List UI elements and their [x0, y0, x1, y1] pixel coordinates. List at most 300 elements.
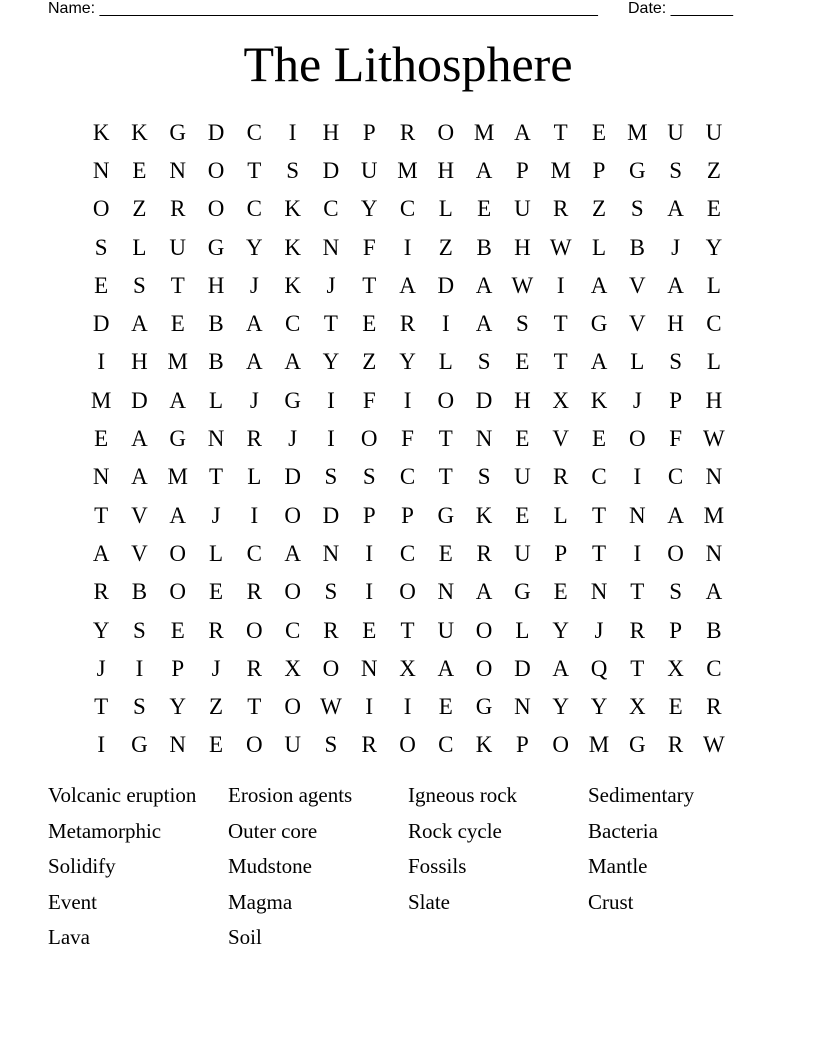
- grid-letter[interactable]: C: [591, 464, 607, 490]
- grid-letter[interactable]: J: [96, 655, 106, 681]
- grid-letter[interactable]: R: [553, 196, 569, 222]
- grid-letter[interactable]: T: [630, 655, 645, 681]
- grid-letter[interactable]: Y: [92, 617, 110, 643]
- grid-letter[interactable]: O: [284, 502, 301, 528]
- grid-letter[interactable]: P: [362, 502, 376, 528]
- grid-letter[interactable]: N: [437, 579, 455, 605]
- grid-letter[interactable]: N: [92, 157, 110, 183]
- grid-letter[interactable]: G: [590, 311, 608, 337]
- grid-letter[interactable]: S: [477, 349, 491, 375]
- grid-letter[interactable]: P: [516, 732, 529, 758]
- grid-letter[interactable]: Z: [209, 694, 224, 720]
- grid-letter[interactable]: I: [403, 234, 412, 260]
- grid-letter[interactable]: A: [590, 349, 608, 375]
- grid-letter[interactable]: O: [628, 426, 646, 452]
- grid-letter[interactable]: E: [170, 617, 185, 643]
- grid-letter[interactable]: J: [594, 617, 604, 643]
- grid-letter[interactable]: K: [475, 502, 493, 528]
- grid-letter[interactable]: L: [706, 272, 721, 298]
- grid-letter[interactable]: O: [246, 617, 263, 643]
- grid-letter[interactable]: E: [438, 540, 453, 566]
- grid-letter[interactable]: D: [322, 502, 340, 528]
- grid-letter[interactable]: C: [246, 540, 262, 566]
- grid-letter[interactable]: E: [591, 119, 607, 145]
- grid-letter[interactable]: N: [628, 502, 646, 528]
- grid-letter[interactable]: R: [399, 311, 416, 337]
- grid-letter[interactable]: R: [246, 579, 262, 605]
- grid-letter[interactable]: C: [284, 617, 301, 643]
- grid-letter[interactable]: F: [669, 426, 682, 452]
- grid-letter[interactable]: P: [362, 119, 376, 145]
- grid-letter[interactable]: J: [249, 387, 259, 413]
- grid-letter[interactable]: M: [167, 464, 188, 490]
- grid-letter[interactable]: W: [703, 732, 725, 758]
- grid-letter[interactable]: U: [437, 617, 455, 643]
- grid-letter[interactable]: Y: [552, 694, 570, 720]
- grid-letter[interactable]: T: [553, 349, 568, 375]
- grid-letter[interactable]: K: [92, 119, 110, 145]
- grid-letter[interactable]: S: [669, 579, 682, 605]
- grid-letter[interactable]: Y: [169, 694, 187, 720]
- grid-letter[interactable]: E: [94, 426, 109, 452]
- grid-letter[interactable]: C: [706, 655, 722, 681]
- grid-letter[interactable]: M: [627, 119, 648, 145]
- grid-letter[interactable]: B: [208, 349, 224, 375]
- grid-letter[interactable]: B: [629, 234, 645, 260]
- grid-letter[interactable]: M: [397, 157, 418, 183]
- grid-letter[interactable]: O: [667, 540, 684, 566]
- grid-letter[interactable]: T: [94, 502, 109, 528]
- grid-letter[interactable]: T: [553, 119, 568, 145]
- grid-letter[interactable]: X: [628, 694, 646, 720]
- grid-letter[interactable]: J: [288, 426, 298, 452]
- grid-letter[interactable]: Y: [399, 349, 416, 375]
- grid-letter[interactable]: O: [322, 655, 340, 681]
- grid-letter[interactable]: E: [209, 732, 224, 758]
- grid-letter[interactable]: O: [475, 617, 493, 643]
- grid-letter[interactable]: I: [403, 694, 412, 720]
- grid-letter[interactable]: E: [553, 579, 568, 605]
- letter-grid: [82, 113, 733, 764]
- grid-letter[interactable]: O: [552, 732, 570, 758]
- grid-letter[interactable]: T: [209, 464, 224, 490]
- grid-letter[interactable]: O: [437, 387, 455, 413]
- grid-letter[interactable]: F: [362, 387, 376, 413]
- grid-letter[interactable]: L: [438, 349, 453, 375]
- grid-letter[interactable]: Z: [362, 349, 377, 375]
- grid-letter[interactable]: Z: [132, 196, 147, 222]
- grid-letter[interactable]: L: [132, 234, 147, 260]
- grid-letter[interactable]: D: [475, 387, 493, 413]
- grid-letter[interactable]: I: [97, 732, 105, 758]
- grid-letter[interactable]: A: [667, 502, 684, 528]
- grid-letter[interactable]: U: [667, 119, 684, 145]
- grid-letter[interactable]: R: [476, 540, 492, 566]
- grid-letter[interactable]: E: [362, 617, 377, 643]
- grid-letter[interactable]: O: [284, 579, 301, 605]
- grid-letter[interactable]: I: [365, 694, 374, 720]
- word-list-item: Soil: [228, 925, 262, 949]
- grid-letter[interactable]: A: [246, 349, 263, 375]
- grid-letter[interactable]: H: [131, 349, 148, 375]
- grid-letter[interactable]: R: [361, 732, 377, 758]
- grid-letter[interactable]: E: [132, 157, 147, 183]
- grid-letter[interactable]: A: [131, 426, 148, 452]
- grid-letter[interactable]: A: [475, 579, 493, 605]
- grid-letter[interactable]: U: [360, 157, 378, 183]
- grid-letter[interactable]: I: [327, 426, 335, 452]
- grid-letter[interactable]: W: [703, 426, 725, 452]
- grid-letter[interactable]: I: [441, 311, 450, 337]
- grid-letter[interactable]: C: [667, 464, 684, 490]
- grid-letter[interactable]: R: [323, 617, 339, 643]
- grid-letter[interactable]: B: [706, 617, 722, 643]
- grid-letter[interactable]: Z: [706, 157, 721, 183]
- grid-letter[interactable]: R: [667, 732, 684, 758]
- grid-letter[interactable]: O: [284, 694, 301, 720]
- grid-letter[interactable]: A: [705, 579, 723, 605]
- grid-letter[interactable]: Z: [438, 234, 453, 260]
- grid-letter[interactable]: O: [207, 157, 225, 183]
- grid-letter[interactable]: E: [94, 272, 109, 298]
- grid-letter[interactable]: L: [591, 234, 607, 260]
- grid-letter[interactable]: M: [473, 119, 495, 145]
- grid-letter[interactable]: R: [170, 196, 186, 222]
- grid-letter[interactable]: J: [632, 387, 642, 413]
- grid-letter[interactable]: T: [247, 157, 262, 183]
- grid-letter[interactable]: E: [515, 502, 530, 528]
- grid-letter[interactable]: P: [669, 387, 682, 413]
- grid-letter[interactable]: S: [133, 694, 146, 720]
- grid-letter[interactable]: L: [515, 617, 530, 643]
- grid-letter[interactable]: R: [93, 579, 109, 605]
- grid-letter[interactable]: T: [94, 694, 109, 720]
- grid-letter[interactable]: Y: [322, 349, 340, 375]
- grid-letter[interactable]: J: [326, 272, 336, 298]
- grid-letter[interactable]: J: [671, 234, 681, 260]
- grid-letter[interactable]: S: [477, 464, 491, 490]
- grid-letter[interactable]: C: [399, 464, 416, 490]
- grid-letter[interactable]: A: [169, 387, 187, 413]
- grid-letter[interactable]: R: [208, 617, 224, 643]
- grid-letter[interactable]: H: [667, 311, 684, 337]
- grid-letter[interactable]: B: [476, 234, 492, 260]
- grid-letter[interactable]: H: [437, 157, 455, 183]
- grid-letter[interactable]: I: [365, 579, 374, 605]
- grid-letter[interactable]: E: [170, 311, 185, 337]
- grid-letter[interactable]: N: [475, 426, 493, 452]
- grid-letter[interactable]: K: [475, 732, 493, 758]
- grid-letter[interactable]: L: [438, 196, 453, 222]
- grid-letter[interactable]: J: [211, 502, 221, 528]
- grid-letter[interactable]: L: [706, 349, 721, 375]
- grid-letter[interactable]: N: [322, 540, 340, 566]
- grid-letter[interactable]: H: [514, 234, 531, 260]
- grid-letter[interactable]: C: [246, 119, 262, 145]
- grid-letter[interactable]: A: [131, 464, 148, 490]
- grid-letter[interactable]: J: [211, 655, 221, 681]
- grid-letter[interactable]: S: [516, 311, 529, 337]
- grid-letter[interactable]: C: [323, 196, 339, 222]
- grid-letter[interactable]: V: [628, 311, 646, 337]
- grid-letter[interactable]: N: [705, 464, 723, 490]
- grid-letter[interactable]: C: [399, 196, 416, 222]
- grid-letter[interactable]: S: [669, 157, 682, 183]
- grid-letter[interactable]: A: [552, 655, 570, 681]
- grid-letter[interactable]: A: [590, 272, 608, 298]
- grid-letter[interactable]: T: [400, 617, 415, 643]
- grid-letter[interactable]: M: [167, 349, 188, 375]
- grid-letter[interactable]: N: [207, 426, 225, 452]
- grid-letter[interactable]: S: [133, 272, 146, 298]
- grid-letter[interactable]: H: [705, 387, 723, 413]
- grid-letter[interactable]: A: [514, 119, 531, 145]
- grid-letter[interactable]: A: [399, 272, 416, 298]
- grid-letter[interactable]: O: [169, 579, 187, 605]
- grid-letter[interactable]: P: [554, 540, 568, 566]
- grid-letter[interactable]: C: [706, 311, 722, 337]
- word-list-item: Metamorphic: [48, 818, 162, 843]
- name-field-label: Name: ________________________________________________________: [48, 0, 598, 17]
- grid-letter[interactable]: Q: [590, 655, 608, 681]
- grid-letter[interactable]: H: [514, 387, 531, 413]
- grid-letter[interactable]: K: [284, 272, 301, 298]
- grid-letter[interactable]: A: [437, 655, 455, 681]
- word-list: [48, 778, 768, 956]
- grid-letter[interactable]: I: [250, 502, 259, 528]
- grid-letter[interactable]: U: [169, 234, 187, 260]
- grid-letter[interactable]: O: [246, 732, 263, 758]
- word-list-item: Lava: [48, 925, 90, 949]
- grid-letter[interactable]: S: [362, 464, 376, 490]
- grid-letter[interactable]: A: [169, 502, 187, 528]
- grid-letter[interactable]: N: [514, 694, 531, 720]
- grid-letter[interactable]: R: [629, 617, 645, 643]
- word-list-item: Solidify: [48, 854, 116, 878]
- grid-letter[interactable]: R: [706, 694, 722, 720]
- grid-letter[interactable]: G: [169, 119, 187, 145]
- grid-letter[interactable]: O: [399, 579, 416, 605]
- grid-letter[interactable]: T: [553, 311, 568, 337]
- grid-letter[interactable]: U: [705, 119, 723, 145]
- grid-letter[interactable]: E: [438, 694, 453, 720]
- grid-letter[interactable]: V: [628, 272, 646, 298]
- grid-letter[interactable]: Y: [552, 617, 570, 643]
- grid-letter[interactable]: C: [284, 311, 301, 337]
- grid-letter[interactable]: O: [399, 732, 416, 758]
- grid-letter[interactable]: D: [131, 387, 148, 413]
- grid-letter[interactable]: N: [169, 732, 187, 758]
- grid-letter[interactable]: D: [437, 272, 455, 298]
- grid-letter[interactable]: X: [552, 387, 570, 413]
- grid-letter[interactable]: E: [706, 196, 721, 222]
- grid-letter[interactable]: Y: [246, 234, 263, 260]
- grid-letter[interactable]: E: [209, 579, 224, 605]
- grid-letter[interactable]: A: [667, 272, 684, 298]
- grid-letter[interactable]: N: [92, 464, 110, 490]
- grid-letter[interactable]: B: [208, 311, 224, 337]
- grid-letter[interactable]: G: [169, 426, 187, 452]
- grid-letter[interactable]: I: [97, 349, 105, 375]
- grid-letter[interactable]: O: [437, 119, 455, 145]
- grid-letter[interactable]: G: [628, 732, 646, 758]
- grid-letter[interactable]: X: [667, 655, 684, 681]
- grid-letter[interactable]: S: [286, 157, 300, 183]
- grid-letter[interactable]: D: [514, 655, 531, 681]
- grid-letter[interactable]: G: [131, 732, 148, 758]
- grid-letter[interactable]: D: [322, 157, 340, 183]
- grid-letter[interactable]: U: [284, 732, 301, 758]
- grid-letter[interactable]: T: [323, 311, 338, 337]
- grid-letter[interactable]: R: [246, 426, 262, 452]
- grid-letter[interactable]: T: [438, 426, 453, 452]
- grid-letter[interactable]: A: [284, 349, 301, 375]
- grid-letter[interactable]: O: [92, 196, 110, 222]
- grid-letter[interactable]: M: [90, 387, 112, 413]
- grid-letter[interactable]: L: [247, 464, 262, 490]
- grid-letter[interactable]: F: [362, 234, 376, 260]
- grid-letter[interactable]: O: [475, 655, 493, 681]
- grid-letter[interactable]: B: [131, 579, 148, 605]
- grid-letter[interactable]: Y: [705, 234, 723, 260]
- grid-letter[interactable]: M: [550, 157, 571, 183]
- grid-letter[interactable]: G: [437, 502, 455, 528]
- grid-letter[interactable]: I: [633, 540, 642, 566]
- grid-letter[interactable]: U: [514, 464, 531, 490]
- grid-letter[interactable]: V: [131, 502, 148, 528]
- grid-letter[interactable]: A: [475, 272, 493, 298]
- word-list-item: Sedimentary: [588, 783, 695, 807]
- word-list-item: Crust: [588, 889, 634, 914]
- grid-letter[interactable]: N: [322, 234, 340, 260]
- grid-letter[interactable]: P: [592, 157, 606, 183]
- grid-letter[interactable]: M: [703, 502, 725, 528]
- grid-letter[interactable]: O: [360, 426, 378, 452]
- grid-letter[interactable]: E: [515, 349, 530, 375]
- grid-letter[interactable]: X: [284, 655, 301, 681]
- grid-letter[interactable]: W: [549, 234, 572, 260]
- grid-letter[interactable]: I: [327, 387, 335, 413]
- grid-letter[interactable]: N: [705, 540, 723, 566]
- grid-letter[interactable]: L: [209, 540, 224, 566]
- grid-letter[interactable]: T: [591, 540, 607, 566]
- grid-letter[interactable]: L: [630, 349, 645, 375]
- grid-letter[interactable]: G: [514, 579, 531, 605]
- grid-letter[interactable]: E: [668, 694, 683, 720]
- grid-letter[interactable]: N: [590, 579, 608, 605]
- grid-letter[interactable]: C: [246, 196, 262, 222]
- grid-letter[interactable]: Y: [590, 694, 608, 720]
- grid-letter[interactable]: P: [401, 502, 414, 528]
- grid-letter[interactable]: I: [288, 119, 297, 145]
- grid-letter[interactable]: I: [365, 540, 374, 566]
- grid-letter[interactable]: I: [556, 272, 565, 298]
- grid-letter[interactable]: W: [320, 694, 342, 720]
- grid-letter[interactable]: A: [284, 540, 301, 566]
- grid-letter[interactable]: U: [514, 540, 531, 566]
- grid-letter[interactable]: V: [552, 426, 570, 452]
- grid-letter[interactable]: G: [207, 234, 225, 260]
- grid-letter[interactable]: R: [553, 464, 569, 490]
- grid-letter[interactable]: S: [133, 617, 146, 643]
- grid-letter[interactable]: G: [284, 387, 301, 413]
- grid-letter[interactable]: P: [171, 655, 185, 681]
- grid-letter[interactable]: S: [324, 579, 338, 605]
- grid-letter[interactable]: F: [401, 426, 414, 452]
- grid-letter[interactable]: K: [590, 387, 608, 413]
- grid-letter[interactable]: G: [628, 157, 646, 183]
- grid-letter[interactable]: E: [362, 311, 377, 337]
- grid-letter[interactable]: A: [667, 196, 684, 222]
- grid-letter[interactable]: C: [399, 540, 416, 566]
- word-list-item: Fossils: [408, 854, 467, 878]
- grid-letter[interactable]: R: [246, 655, 262, 681]
- grid-letter[interactable]: X: [399, 655, 416, 681]
- grid-letter[interactable]: E: [591, 426, 607, 452]
- grid-letter[interactable]: A: [475, 157, 493, 183]
- grid-letter[interactable]: K: [284, 196, 301, 222]
- grid-letter[interactable]: H: [207, 272, 225, 298]
- grid-letter[interactable]: G: [475, 694, 493, 720]
- grid-letter[interactable]: K: [131, 119, 148, 145]
- grid-letter[interactable]: J: [249, 272, 259, 298]
- grid-letter[interactable]: R: [399, 119, 416, 145]
- grid-letter[interactable]: A: [131, 311, 148, 337]
- grid-letter[interactable]: S: [669, 349, 682, 375]
- grid-letter[interactable]: P: [516, 157, 529, 183]
- grid-letter[interactable]: E: [477, 196, 492, 222]
- grid-letter[interactable]: M: [588, 732, 610, 758]
- grid-letter[interactable]: D: [284, 464, 301, 490]
- grid-letter[interactable]: T: [170, 272, 185, 298]
- grid-letter[interactable]: V: [131, 540, 148, 566]
- grid-letter[interactable]: Z: [591, 196, 607, 222]
- grid-letter[interactable]: T: [247, 694, 262, 720]
- grid-letter[interactable]: S: [324, 732, 338, 758]
- grid-letter[interactable]: A: [475, 311, 493, 337]
- grid-letter[interactable]: I: [135, 655, 144, 681]
- word-list-item: Mantle: [588, 854, 648, 878]
- grid-letter[interactable]: K: [284, 234, 301, 260]
- grid-letter[interactable]: P: [669, 617, 682, 643]
- grid-letter[interactable]: Y: [360, 196, 378, 222]
- grid-letter[interactable]: T: [362, 272, 377, 298]
- grid-letter[interactable]: A: [246, 311, 263, 337]
- grid-letter[interactable]: A: [92, 540, 110, 566]
- grid-letter[interactable]: I: [633, 464, 642, 490]
- grid-letter[interactable]: N: [169, 157, 187, 183]
- grid-letter[interactable]: I: [403, 387, 412, 413]
- grid-letter[interactable]: S: [94, 234, 108, 260]
- grid-letter[interactable]: C: [438, 732, 454, 758]
- grid-letter[interactable]: L: [553, 502, 568, 528]
- grid-letter[interactable]: H: [322, 119, 340, 145]
- grid-letter[interactable]: T: [438, 464, 453, 490]
- grid-letter[interactable]: S: [630, 196, 644, 222]
- grid-letter[interactable]: O: [169, 540, 187, 566]
- grid-letter[interactable]: D: [207, 119, 225, 145]
- grid-letter[interactable]: T: [591, 502, 607, 528]
- grid-letter[interactable]: O: [207, 196, 225, 222]
- grid-letter[interactable]: U: [514, 196, 531, 222]
- grid-letter[interactable]: E: [515, 426, 530, 452]
- grid-letter[interactable]: W: [511, 272, 534, 298]
- grid-letter[interactable]: N: [360, 655, 378, 681]
- grid-letter[interactable]: L: [209, 387, 224, 413]
- grid-letter[interactable]: T: [630, 579, 645, 605]
- grid-letter[interactable]: D: [92, 311, 110, 337]
- grid-letter[interactable]: S: [324, 464, 338, 490]
